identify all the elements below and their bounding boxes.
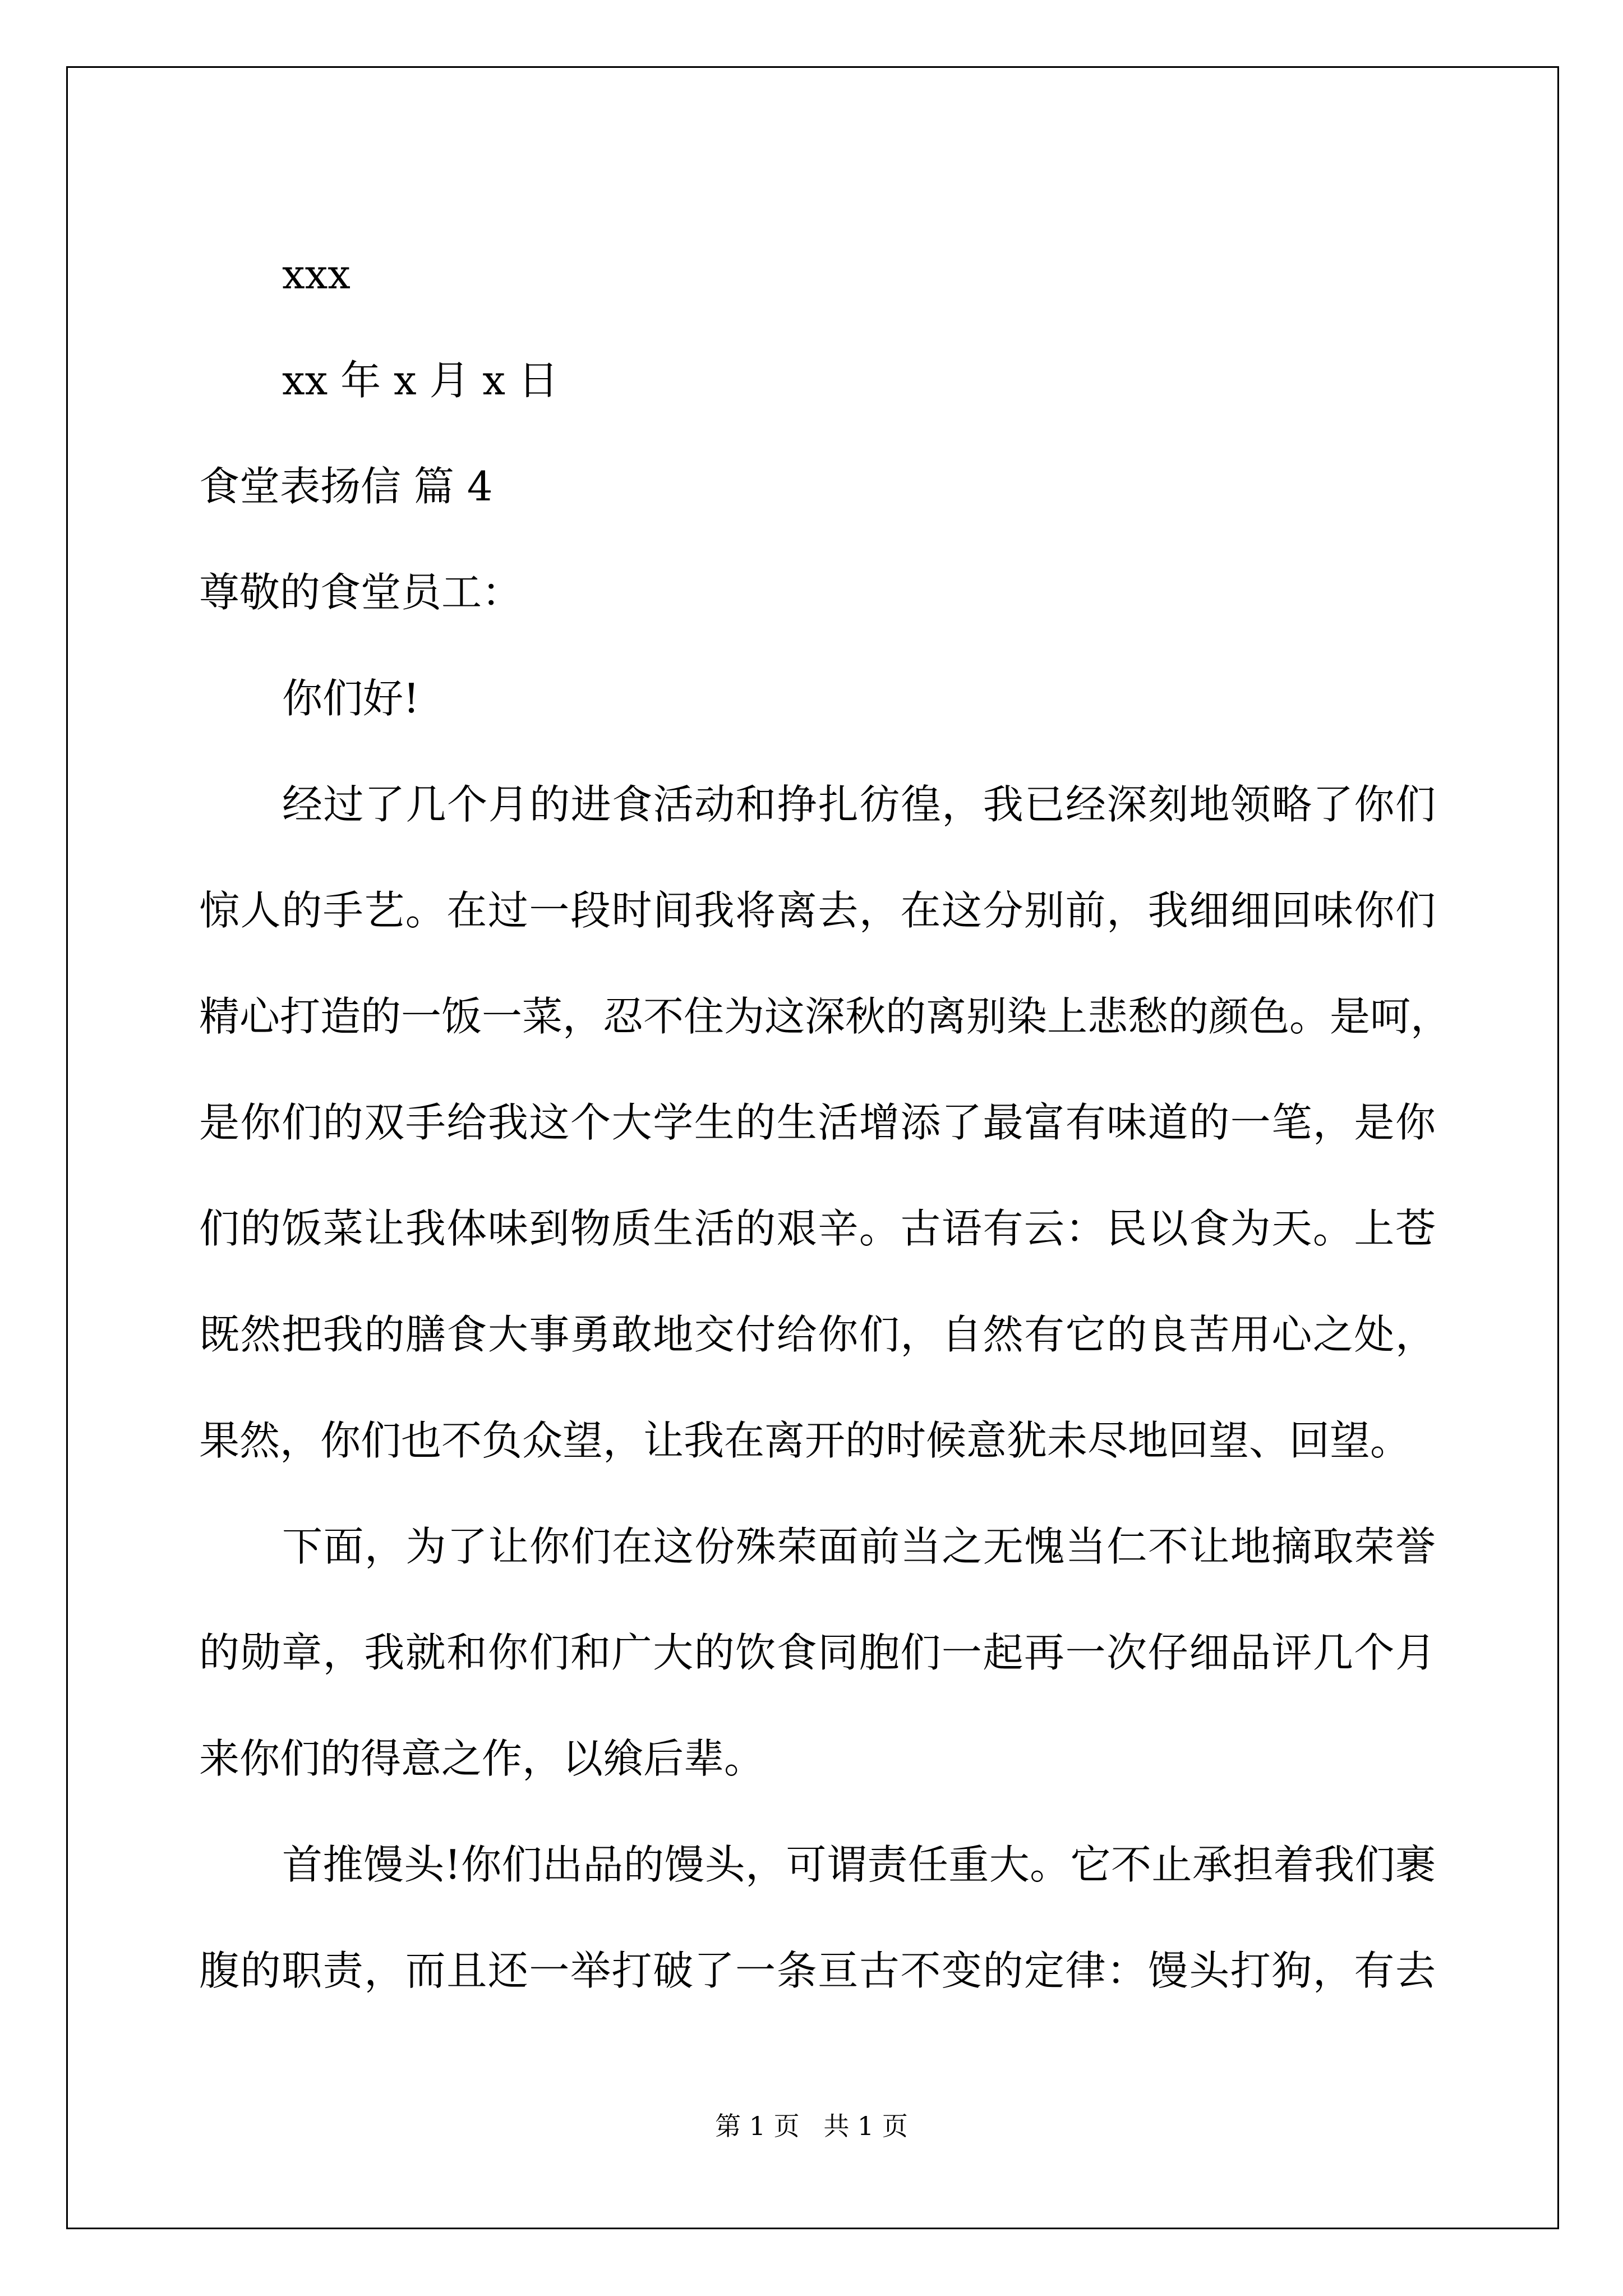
section-heading: 食堂表扬信 篇 4 [199,463,493,510]
paragraph-1-line-6: 既然把我的膳食大事勇敢地交付给你们，自然有它的良苦用心之处， [199,1311,1436,1358]
salutation: 尊敬的食堂员工： [199,569,523,616]
paragraph-1-line-4: 是你们的双手给我这个大学生的生活增添了最富有味道的一笔，是你 [199,1099,1436,1146]
paragraph-1-line-2: 惊人的手艺。在过一段时间我将离去，在这分别前，我细细回味你们 [199,887,1436,934]
paragraph-2-line-2: 的勋章，我就和你们和广大的饮食同胞们一起再一次仔细品评几个月 [199,1629,1436,1676]
paragraph-3-line-1: 首推馒头!你们出品的馒头，可谓责任重大。它不止承担着我们裹 [282,1841,1436,1888]
paragraph-1-line-3: 精心打造的一饭一菜，忍不住为这深秋的离别染上悲愁的颜色。是呵， [199,993,1451,1040]
greeting: 你们好! [282,675,419,722]
page-total: 共 1 页 [823,2111,908,2141]
paragraph-1-line-7: 果然，你们也不负众望，让我在离开的时候意犹未尽地回望、回望。 [199,1417,1411,1464]
paragraph-1-line-1: 经过了几个月的进食活动和挣扎彷徨，我已经深刻地领略了你们 [282,781,1436,828]
page-number: 第 1 页 [715,2111,800,2141]
paragraph-2-line-3: 来你们的得意之作，以飨后辈。 [199,1735,765,1782]
paragraph-2-line-1: 下面，为了让你们在这份殊荣面前当之无愧当仁不让地摘取荣誉 [282,1523,1436,1570]
document-body [199,222,1451,2024]
signature-date: xx 年 x 月 x 日 [282,357,559,404]
page-footer [0,2109,1623,2143]
paragraph-3-line-2: 腹的职责，而且还一举打破了一条亘古不变的定律：馒头打狗，有去 [199,1947,1436,1994]
signature-name: xxx [282,251,351,298]
paragraph-1-line-5: 们的饭菜让我体味到物质生活的艰辛。古语有云：民以食为天。上苍 [199,1205,1436,1252]
